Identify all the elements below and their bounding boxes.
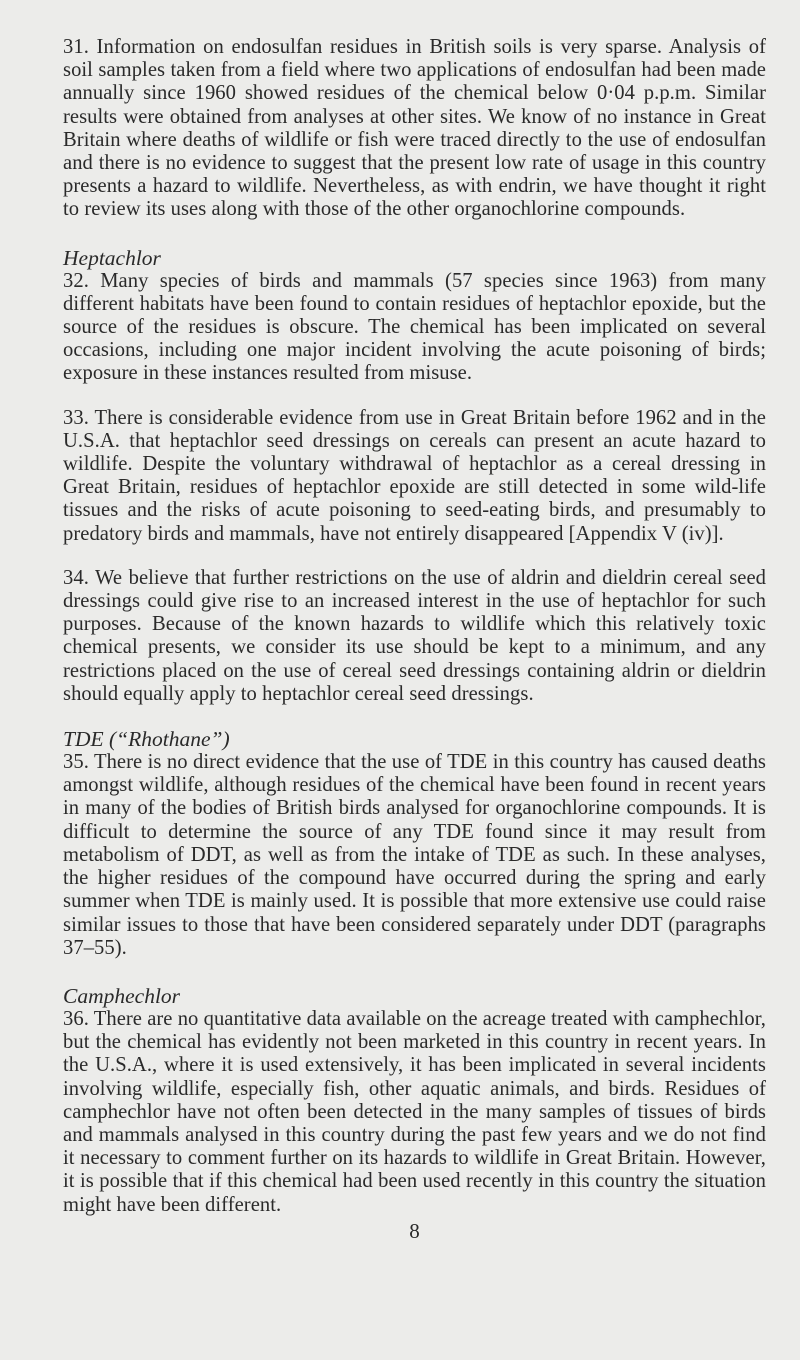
heading-camphechlor: Camphechlor — [63, 983, 181, 1008]
heading-heptachlor: Heptachlor — [63, 245, 161, 270]
page-number: 8 — [409, 1218, 420, 1243]
paragraph-35: 35. There is no direct evidence that the use of TDE in this country has caused deaths amongst wildlife, although residues of the chemical have been found in recent years in many of the bodies of British birds analysed for organochlorine compounds. It is difficult to determine the source of any TDE found since it may result from metabolism of DDT, as well as from the intake of TDE as such. In these analyses, the higher residues of the compound have occurred during the spring and early summer when TDE is mainly used. It is possible that more extensive use could raise similar issues to those that have been considered separately under DDT (paragraphs 37–55). — [63, 751, 766, 959]
paragraph-31: 31. Information on endosulfan residues in British soils is very sparse. Analysis of soil samples taken from a field where two applications of endosulfan had been made annually since 1960 showed residues of the chemical below 0·04 p.p.m. Similar results were obtained from analyses at other sites. We know of no instance in Great Britain where deaths of wildlife or fish were traced directly to the use of endosulfan and there is no evidence to suggest that the present low rate of usage in this country presents a hazard to wildlife. Nevertheless, as with endrin, we have thought it right to review its uses along with those of the other organochlorine compounds. — [63, 36, 766, 221]
paragraph-36: 36. There are no quantitative data available on the acreage treated with camphechlor, but the chemical has evidently not been marketed in this country in recent years. In the U.S.A., where it is used extensively, it has been implicated in several incidents involving wildlife, especially fish, other aquatic animals, and birds. Residues of camphechlor have not often been detected in the many samples of tissues of birds and mammals analysed in this country during the past few years and we do not find it necessary to comment further on its hazards to wildlife in Great Britain. However, it is possible that if this chemical had been used recently in this country the situation might have been different. — [63, 1007, 766, 1216]
paragraph-34: 34. We believe that further restrictions on the use of aldrin and dieldrin cereal seed dressings could give rise to an increased interest in the use of heptachlor for such purposes. Because of the known hazards to wildlife which this relatively toxic chemical presents, we consider its use should be kept to a minimum, and any restrictions placed on the use of cereal seed dressings containing aldrin or dieldrin should equally apply to heptachlor cereal seed dressings. — [63, 566, 766, 705]
heading-tde: TDE (“Rhothane”) — [63, 727, 230, 752]
paragraph-32: 32. Many species of birds and mammals (57 species since 1963) from many different habitats have been found to contain residues of heptachlor epoxide, but the source of the residues is obscure. The chemical has been implicated on several occasions, including one major incident involving the acute poisoning of birds; exposure in these instances resulted from misuse. — [63, 269, 766, 385]
paragraph-33: 33. There is considerable evidence from use in Great Britain before 1962 and in the U.S.A. that heptachlor seed dressings on cereals can present an acute hazard to wildlife. Despite the voluntary withdrawal of heptachlor as a cereal dressing in Great Britain, residues of heptachlor epoxide are still detected in some wild-life tissues and the risks of acute poisoning to seed-eating birds, and presumably to predatory birds and mammals, have not entirely disappeared [Appendix V (iv)]. — [63, 406, 766, 545]
